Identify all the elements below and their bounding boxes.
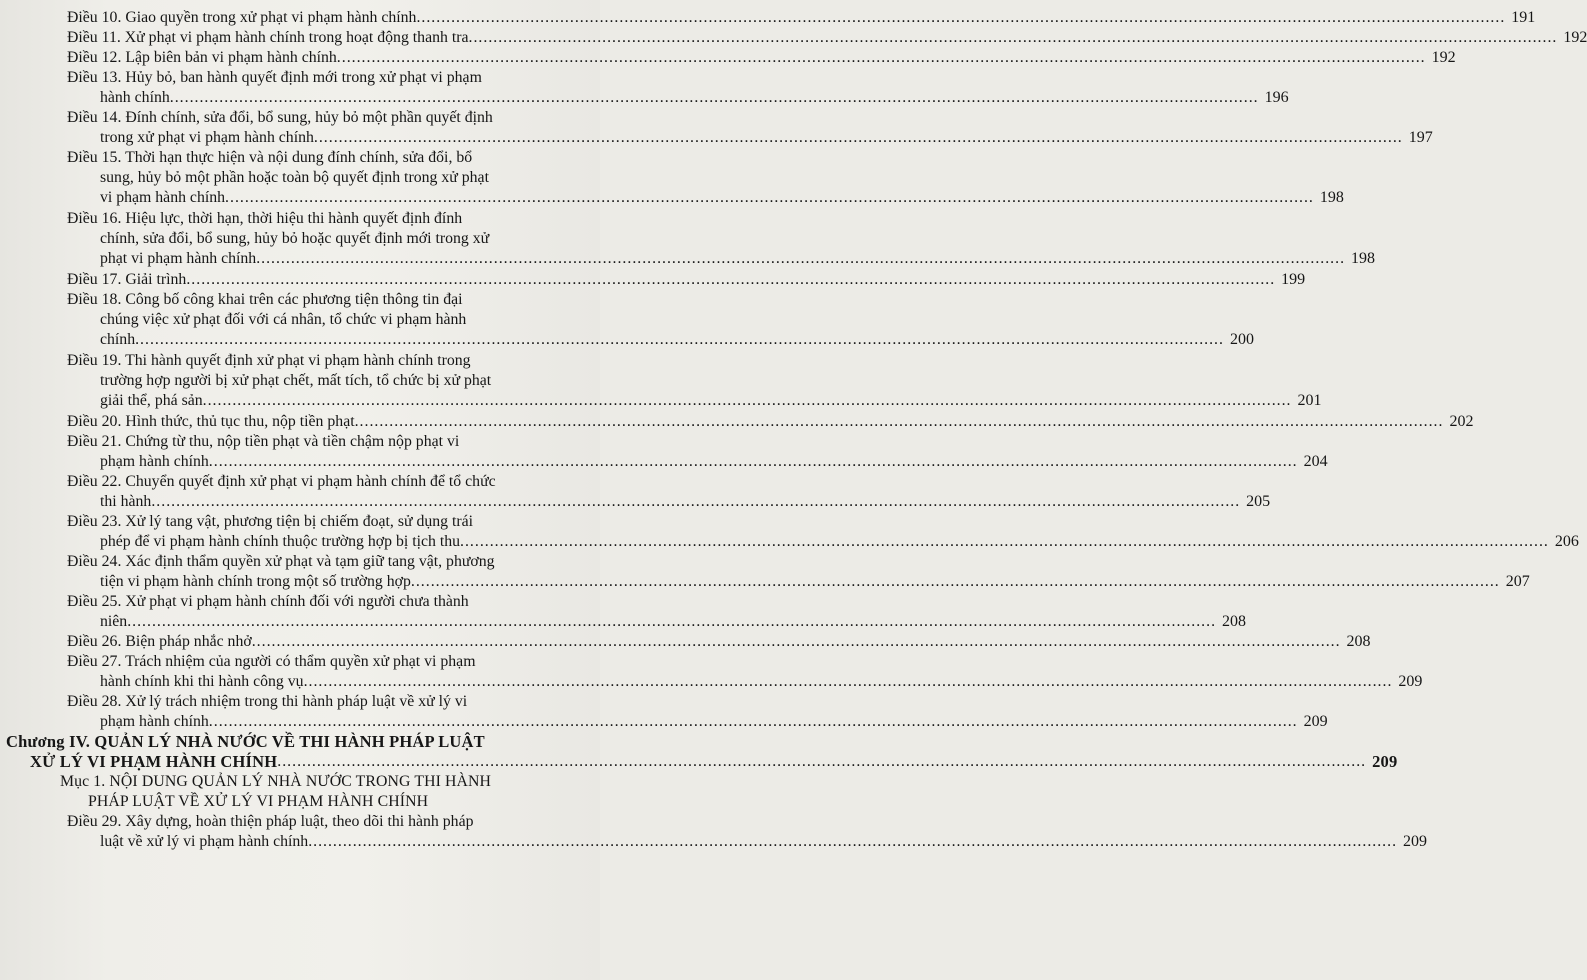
toc-entry [0,812,1428,852]
dot-leader: ............................................................................................................................................................................................................................ [256,250,1346,267]
dot-leader: ............................................................................................................................................................................................................................ [169,89,1259,106]
dot-leader: ............................................................................................................................................................................................................................ [277,753,1367,770]
toc-entry [0,8,1536,28]
entry-line [67,148,578,168]
entry-text: giải thể, phá sản [100,392,203,409]
entry-text: Điều 24. Xác định thẩm quyền xử phạt và tạm giữ tang vật, phương [67,553,495,570]
entry-text: phạm hành chính [100,453,209,470]
entry-line [67,270,1306,290]
page-number: 209 [1403,833,1428,850]
page-number: 200 [1229,331,1254,348]
entry-text: niên [100,613,128,630]
chapter-heading [0,732,1398,772]
toc-entry [0,108,1433,148]
dot-leader: ............................................................................................................................................................................................................................ [251,633,1341,650]
entry-line [67,8,1536,28]
toc-entry [0,592,1247,632]
entry-text: Điều 22. Chuyển quyết định xử phạt vi phạm hành chính để tổ chức [67,473,496,490]
dot-leader: ............................................................................................................................................................................................................................ [208,713,1298,730]
dot-leader: ............................................................................................................................................................................................................................ [313,129,1403,146]
entry-text: Điều 10. Giao quyền trong xử phạt vi phạm hành chính [67,9,417,26]
dot-leader: ............................................................................................................................................................................................................................ [416,9,1506,26]
dot-leader: ............................................................................................................................................................................................................................ [186,271,1276,288]
page-number: 202 [1449,413,1474,430]
toc-entry [0,270,1306,290]
entry-text: chính, sửa đổi, bổ sung, hủy bỏ hoặc quyết định mới trong xử [100,230,490,247]
entry-line [100,572,1530,592]
dot-leader: ............................................................................................................................................................................................................................ [308,833,1398,850]
page-number: 209 [1303,713,1328,730]
entry-line [100,832,1428,852]
entry-line [100,371,578,391]
page-number: 192 [1563,29,1587,46]
section-heading [0,772,600,812]
entry-line [67,552,578,572]
entry-text: vi phạm hành chính [100,189,226,206]
toc-entry [0,472,1271,512]
page-number: 199 [1281,271,1306,288]
entry-line [100,672,1423,692]
entry-line [67,812,578,832]
entry-line [100,492,1271,512]
entry-text: Chương IV. QUẢN LÝ NHÀ NƯỚC VỀ THI HÀNH PHÁP LUẬT [6,732,485,751]
entry-text: Điều 15. Thời hạn thực hiện và nội dung đính chính, sửa đổi, bổ [67,149,473,166]
entry-text: trong xử phạt vi phạm hành chính [100,129,314,146]
entry-line [100,391,1322,411]
dot-leader: ............................................................................................................................................................................................................................ [468,29,1558,46]
page-number: 207 [1505,573,1530,590]
dot-leader: ............................................................................................................................................................................................................................ [336,49,1426,66]
entry-text: hành chính khi thi hành công vụ [100,673,304,690]
entry-line [67,632,1371,652]
entry-line [100,330,1254,350]
entry-line [100,712,1328,732]
entry-text: Điều 18. Công bố công khai trên các phương tiện thông tin đại [67,291,463,308]
dot-leader: ............................................................................................................................................................................................................................ [127,613,1217,630]
entry-text: Điều 14. Đính chính, sửa đổi, bổ sung, hủy bỏ một phần quyết định [67,109,493,126]
entry-text: Điều 21. Chứng từ thu, nộp tiền phạt và tiền chậm nộp phạt vi [67,433,460,450]
entry-line [67,351,578,371]
entry-text: thi hành [100,493,152,510]
entry-line [100,128,1433,148]
entry-line [67,592,578,612]
entry-line [100,88,1289,108]
entry-text: Điều 12. Lập biên bản vi phạm hành chính [67,49,337,66]
entry-line [100,532,1579,552]
dot-leader: ............................................................................................................................................................................................................................ [151,493,1241,510]
entry-text: Điều 19. Thi hành quyết định xử phạt vi phạm hành chính trong [67,352,471,369]
entry-text: tiện vi phạm hành chính trong một số trường hợp [100,573,411,590]
dot-leader: ............................................................................................................................................................................................................................ [225,189,1314,206]
dot-leader: ............................................................................................................................................................................................................................ [208,453,1298,470]
page-number: 209 [1398,673,1423,690]
page-number: 192 [1431,49,1456,66]
entry-text: Điều 20. Hình thức, thủ tục thu, nộp tiền phạt [67,413,355,430]
entry-line [100,612,1247,632]
entry-text: Điều 25. Xử phạt vi phạm hành chính đối với người chưa thành [67,593,469,610]
entry-line [67,290,578,310]
page-number: 201 [1297,392,1322,409]
entry-text: Điều 13. Hủy bỏ, ban hành quyết định mới trong xử phạt vi phạm [67,69,482,86]
toc-entry [0,68,1289,108]
dot-leader: ............................................................................................................................................................................................................................ [354,413,1444,430]
entry-text: Điều 23. Xử lý tang vật, phương tiện bị chiếm đoạt, sử dụng trái [67,513,474,530]
page-number: 209 [1372,752,1398,771]
entry-text: Điều 16. Hiệu lực, thời hạn, thời hiệu thi hành quyết định đính [67,210,463,227]
entry-text: Điều 27. Trách nhiệm của người có thẩm quyền xử phạt vi phạm [67,653,476,670]
entry-line [67,432,578,452]
entry-line [67,412,1474,432]
entry-text: Điều 29. Xây dựng, hoàn thiện pháp luật, theo dõi thi hành pháp [67,813,474,830]
dot-leader: ............................................................................................................................................................................................................................ [303,673,1393,690]
entry-line [67,108,578,128]
page-number: 208 [1346,633,1371,650]
entry-line [67,692,578,712]
entry-line [100,310,578,330]
table-of-contents [0,8,1587,852]
page-number: 198 [1351,250,1376,267]
entry-text: XỬ LÝ VI PHẠM HÀNH CHÍNH [30,752,278,771]
entry-line [30,752,1398,772]
entry-text: PHÁP LUẬT VỀ XỬ LÝ VI PHẠM HÀNH CHÍNH [88,793,429,810]
entry-text: hành chính [100,89,170,106]
entry-text: phạt vi phạm hành chính [100,250,257,267]
entry-line [67,209,578,229]
toc-entry [0,28,1587,48]
entry-text: Điều 26. Biện pháp nhắc nhở [67,633,252,650]
entry-line [67,68,578,88]
toc-entry [0,290,1254,351]
entry-line [100,249,1376,269]
entry-line [88,792,578,812]
toc-entry [0,351,1322,412]
page-number: 197 [1408,129,1433,146]
page-number: 198 [1319,189,1344,206]
toc-entry [0,48,1456,68]
dot-leader: ............................................................................................................................................................................................................................ [135,331,1224,348]
page-number: 204 [1303,453,1328,470]
page-number: 196 [1264,89,1289,106]
toc-entry [0,209,1376,270]
entry-line [6,732,578,752]
dot-leader: ............................................................................................................................................................................................................................ [460,533,1549,550]
entry-text: chính [100,331,136,348]
entry-text: Điều 28. Xử lý trách nhiệm trong thi hành pháp luật về xử lý vi [67,693,468,710]
dot-leader: ............................................................................................................................................................................................................................ [202,392,1292,409]
toc-entry [0,148,1344,209]
entry-line [67,472,578,492]
entry-text: phạm hành chính [100,713,209,730]
entry-line [100,188,1344,208]
toc-entry [0,652,1423,692]
entry-line [67,48,1456,68]
entry-text: Điều 17. Giải trình [67,271,187,288]
page-number: 208 [1222,613,1247,630]
dot-leader: ............................................................................................................................................................................................................................ [410,573,1500,590]
entry-text: trường hợp người bị xử phạt chết, mất tích, tổ chức bị xử phạt [100,372,492,389]
toc-entry [0,432,1328,472]
entry-line [60,772,578,792]
toc-entry [0,552,1530,592]
toc-entry [0,692,1328,732]
entry-text: phép để vi phạm hành chính thuộc trường hợp bị tịch thu [100,533,461,550]
page-number: 205 [1246,493,1271,510]
entry-line [67,28,1587,48]
entry-line [67,652,578,672]
entry-text: Điều 11. Xử phạt vi phạm hành chính trong hoạt động thanh tra [67,29,469,46]
entry-line [100,229,578,249]
toc-entry [0,412,1474,432]
entry-line [100,452,1328,472]
entry-text: Mục 1. NỘI DUNG QUẢN LÝ NHÀ NƯỚC TRONG THI HÀNH [60,773,492,790]
entry-text: chúng việc xử phạt đối với cá nhân, tổ chức vi phạm hành [100,311,467,328]
page-number: 206 [1554,533,1579,550]
page-number: 191 [1511,9,1536,26]
entry-line [67,512,578,532]
entry-text: luật về xử lý vi phạm hành chính [100,833,309,850]
toc-entry [0,632,1371,652]
entry-text: sung, hủy bỏ một phần hoặc toàn bộ quyết định trong xử phạt [100,169,489,186]
toc-entry [0,512,1579,552]
entry-line [100,168,578,188]
